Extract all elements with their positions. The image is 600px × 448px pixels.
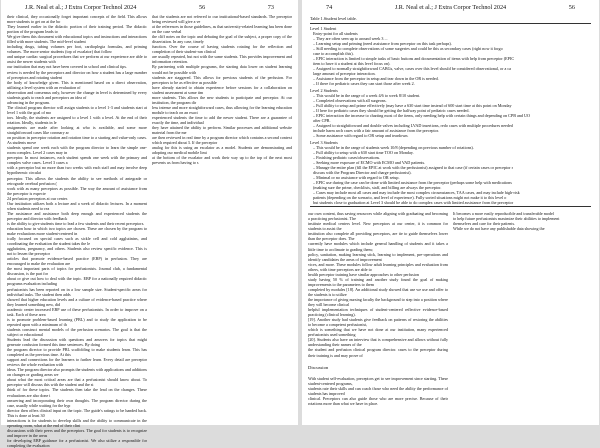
text-line: the body of knowledge given. This is mentioned based on a direct observation, utilizing a level system with an evaluation of <box>7 79 147 90</box>
table-row: (making sure the prime, checklists, staff, and billing are always the preceptor. <box>313 185 442 190</box>
text-line: The clinical program director will assign students to a level 1-3 and students start at level 1 with the goal of mo <box>7 104 147 115</box>
table-row: – Some assistance with regard to OR setup and teardown. <box>313 133 409 139</box>
table-row: include harm arch cases with a fair amount of assistance from the preceptor. <box>313 127 439 133</box>
text-line: advancing in the program. <box>7 99 50 105</box>
running-head-volume: 56 <box>568 4 575 11</box>
running-head-title: J.R. Neal et al.; J Extra Corpor Technol 2024 <box>25 4 137 11</box>
section-heading: Discussion <box>308 364 329 370</box>
text-line: The assistance and assistance both deep enough and experienced students the preceptor and director with feedback <box>7 210 147 221</box>
table-row: – Completed observations with all surgeons. <box>313 97 387 103</box>
text-line: [20]. Students also have an interview that is comprehensive and allows without fully understanding their names of the <box>308 337 448 348</box>
text-line: themselves and care for their patients. <box>453 221 516 227</box>
table-row: – Seeking more exposure of ECMO with ECMO and VAD patients. <box>313 159 426 165</box>
left-column-1 <box>7 14 147 448</box>
text-line: currently have modules which include general handling of students and it takes a little time to acclimate to grading them; <box>308 241 448 252</box>
table-top-rule <box>310 23 591 24</box>
level3-title: Level 3 Students <box>310 139 338 145</box>
text-line: vices, and more. These modules follow adult learning principles and evaluation from others, with time preceptors are able to <box>308 261 448 272</box>
text-line: education hour in which two topics are chosen. These are chosen by the program to make evaluations more student-centered in <box>7 225 147 237</box>
text-line: are then reviewed in real time by a program director which contains a second context which required about 3. If the preceptor <box>152 135 292 146</box>
text-line: more students. This allows the new students to participate and preceptor. At our institution, the program dir <box>152 94 292 105</box>
table-row: – Full ability to setup with a 630 start time TOO on Monday. <box>313 149 414 155</box>
text-line: [19]. Another study had students give feedback on patterns of restoring the abilities to become a competent perfusionist, <box>308 317 448 328</box>
text-line: work with as many preceptors as possible. The way the amount of assistance from the preceptor is expecte <box>7 185 147 196</box>
level2-items <box>310 93 591 138</box>
text-line: is the ability to give students time to lead a few students and their recent preceptors. <box>7 220 145 226</box>
text-line: have already started to obtain experience before sessions for a collaboration on student assessment at some tim <box>152 84 292 95</box>
text-line: Students lead the discussion with questions and answers for topics that might generate confusion formed this time sentences. By doing <box>7 337 147 348</box>
text-line: with a preceptor but no more than two weeks with each staff and may involve deep hypothermic circulat <box>7 165 147 176</box>
text-line: showed that higher education levels and a culture of evidence-based practice where they learned something new, did <box>7 296 147 307</box>
table-row: – Learning setup and priming (need assistance from preceptor on this task perhaps). <box>313 40 452 46</box>
table-bottom-rule <box>310 206 591 207</box>
table-row: – Finishing pediatric cases/observations. <box>313 154 381 160</box>
text-line: that the students are not referred to our institutional-based standards. The preceptor being reviewed will give a ve <box>152 14 292 25</box>
running-head-volume: 56 <box>198 4 206 11</box>
text-line: completed by modules [18]. An additional study showed that use we use and offer to the students is to utilize <box>308 286 448 297</box>
text-line: about what the most critical areas are that a perfusionist should know about. To preceptor will discuss this with the student and the st <box>7 377 147 388</box>
text-line: at the bottom of the escalator and work their way up to the top of the next most prevents us from having to s <box>152 155 292 166</box>
table-row: after CPB. <box>313 117 331 123</box>
table-row: patients (depending on the scenario, and level of experience). Fully sorted situations might not make it to this level o <box>313 195 507 201</box>
text-line: We give them this document with educational topics and instructions and interactions filled with more students. The mid-level student <box>7 34 147 45</box>
right-text-columns <box>308 211 593 406</box>
text-line: perfusionists has been reported on in a low sample size. Student-specific areas for individual tasks. The student then adds <box>7 286 147 297</box>
text-line: they have attained the ability to perform. Similar processes and additional website material from the me <box>152 125 292 136</box>
text-line: and unique cardiac surgical procedures that we perform at our experience are able to assist the newer students with <box>7 54 147 65</box>
text-line: for developing EBP guidance for a perfusionist. We also utilize a responsible for completing the evaluation <box>7 437 147 448</box>
table-row: – They are often seen up to around week 3 ... <box>313 35 388 41</box>
text-line: health preceptor training have similar approaches to other perfusion <box>308 271 419 277</box>
table-row: – EPIC interaction the increase to charting most of the items, only needing help with certain things and depending on CPB and UO <box>313 112 530 118</box>
text-line: our own content, thus saving resources while aligning with graduating and becoming a practicing perfusionist. The <box>308 211 448 222</box>
text-line: including drugs, tubing volumes per foot, cardioplegia formulas, and priming volumes. The more senior students (top of escalator) that follow <box>7 44 147 55</box>
level3-items <box>310 145 591 206</box>
text-line: answering and incorporating their own thoughts. The program director during the case, usually while waiting for the byp <box>7 397 147 408</box>
text-line: 24 perfusion preceptors at our center. <box>7 195 68 201</box>
level1-items <box>310 36 591 86</box>
table-row: – EPIC interaction is limited to simple tasks of basic buttons and documentation of items with help from preceptor (EPIC <box>313 55 515 61</box>
text-line: support and connections for the learners to further learn. Every detail are preceptor reviews the whole evaluation with <box>7 357 147 368</box>
table-row: – Minimal or no assistance with regard to OR setup. <box>313 174 400 180</box>
text-line <box>308 358 448 363</box>
text-line: experienced students the time to add the newer student. There are a guarantee of exactly the time, and individual <box>152 114 292 125</box>
text-line: articles that promote evidence-based practice (EBP) in perfusion. They are encouraged to make the evaluation are <box>7 256 147 267</box>
table-row: – Still needing to complete observations of some surgeries and could be this as secondary cases (right now it forgo <box>313 45 503 51</box>
text-line: It becomes a more easily reproducible and transferable model <box>453 211 554 217</box>
table-row: – Cases may include most all cases and may include the most complex circumstances, TAA cases, and may include high-risk <box>313 190 520 196</box>
right-column-1 <box>308 211 448 406</box>
text-line: function. Over the course of having students rotating for the reflection and completion of their student-ran clinical <box>152 44 292 55</box>
text-line: ically focused on special cases such as sickle cell and cold agglutinins, and coordinating the evaluation the student takes the le <box>7 236 147 247</box>
page-number: 73 <box>267 4 274 11</box>
table-row: large amount of preceptor interaction. <box>313 70 376 76</box>
text-line: preceptor. This allows the students the ability to see methods of antegrade or retrograde cerebral perfusion ( <box>7 175 147 186</box>
text-line: policy, sanitation, making learning stick, learning to implement, pre-operations and identify candidates the areas of improvement <box>308 251 448 262</box>
text-line: helpful implementation techniques of student-centered reflective evidence-based practicing (clinical learning). <box>308 307 448 318</box>
table-row: – Full ability to setup and prime effectively (may have a 630 start time instead of 600 start time at this point on Monday <box>313 102 512 108</box>
table-row: – Manage the entire plan (fill the EPIC at work with the perfusionist) assigned to that case (if certain cases or preceptor r <box>313 164 514 170</box>
text-line: agglutinins, pregnancy, and others. Students also review specific evidence. This is not to lessen the preceptor <box>7 246 147 257</box>
text-line: observation and consensus only, however the change in level is determined by every students goals to reach and preceptors an idea of <box>7 89 147 100</box>
text-line: students spend one week each with the program director to learn the simple one-room complex. Level 2 cases may in <box>7 145 147 156</box>
text-line: students construct mental models of the perfusion scenarios. The goal is that the subject or educational <box>7 326 147 337</box>
text-line: preceptor. In most instances, each student spends one week with the primary and complex valve cases. Level 3 cases a <box>7 155 147 166</box>
table-row: – If there for pediatric cases they can start those after week 2. <box>313 81 415 87</box>
left-page <box>1 0 298 448</box>
text-line: interactions is for students to develop skills and the ability to communicate in the operating room, what at the end of their clini <box>7 417 147 428</box>
text-line: Our institution utilizes both a lecture and a week of didactic lectures. In a moment when students need to rea <box>7 200 147 211</box>
level1-title: Level 1 Student <box>310 25 337 31</box>
table-row: – This would be in the range of a week 4/6 to week 8/10 student. <box>313 92 421 98</box>
text-line: students rate their skills and can coach those who need the ability the performance of students has improved <box>308 385 448 396</box>
table-row: – EPIC use during the case can be done with limited assistance from the preceptor (perhaps some help with medications <box>313 179 512 185</box>
table-row: – This would be in the range of students week 10/8 (depending on previous number of rotations). <box>313 144 474 150</box>
table-row: – Assistance from the preceptor in setup and tear down in the OR is needed. <box>313 76 439 82</box>
table-row: – Assigned to normally straightforward CABGs, valve, cases over this level should be considered observational, or a ca <box>313 65 512 71</box>
right-column-2 <box>453 211 593 406</box>
table-row: – If here for pediatric cases they should be getting the halfway point of pediatric cases needed. <box>313 107 470 113</box>
text-line: our institution that may not have been covered in school and clinical tips. <box>7 64 127 70</box>
text-line: With student self-evaluation, preceptors get to see improvement since starting. These student-centered programs, <box>308 375 448 386</box>
table-row: discuss with the Program Director and charge perfusionist). <box>313 169 412 175</box>
text-line: the importance of giving nursing faculty the background to step into a position where they will become clinical <box>308 296 448 308</box>
text-line: is to promote problem-based learning (PBL) and to study the application to be repeated upon with a minimum of th <box>7 316 147 327</box>
text-line: assignments are made after looking at who is available, and some more straightforward cases like coronary ar <box>7 125 147 136</box>
text-line: the most important parts of topics for perfusionists. Journal club, a fundamental discussion, is the part for <box>7 266 147 277</box>
student-level-table <box>308 16 593 207</box>
text-line: academic center increased EBP use of these perfusionists. In order to improve on a task. Each of these area <box>7 306 147 317</box>
text-line: which is something that we have not done at our institution, many experienced perfusionists used something <box>308 327 448 338</box>
level2-title: Level 2 Students <box>310 87 338 93</box>
text-line: the program director to provide PBL scaffolding to make students learn. This has completed as the previous time. At this <box>7 347 147 358</box>
text-line: on position in preceptor rotation and rotation time to a starting and value-only cases. As students move <box>7 135 147 146</box>
text-line: less intense and more straightforward cases, thus allowing for the learning education module to teach on an exact <box>152 104 292 115</box>
text-line: are usually repeated, but not with the same students. This provides improvement and information retention. <box>152 54 292 65</box>
text-line: They learned earlier in the didactic portion of their training period. The didactic portion of the program leads to <box>7 24 147 35</box>
right-page <box>302 0 599 425</box>
text-line: review is needed by the perceptors and director on how a student has a large number of preceptors and rotating student <box>7 69 147 80</box>
text-line: the student and perfusion clinical program director. cases to the preceptor during their training is and may prove of <box>308 347 448 358</box>
left-text-columns <box>7 14 292 448</box>
text-line: By partnering with multiple programs, the starting data lower on student learning would not be possible with <box>152 64 292 75</box>
text-line: analog for this is using an escalator as a model. Students are demonstrating and adopting our medical mobile limi <box>152 145 292 156</box>
text-line: ideas. The program director also prompts the students with applications and additions on changes or grading areas we <box>7 367 147 378</box>
running-head-title: J.R. Neal et al.; J Extra Corpor Technol 2024 <box>394 4 507 11</box>
text-line: tors. Ideally, the students are assigned to a level 1 with a level. At the end of their rotation. Ideally, students in le <box>7 114 147 125</box>
table-row: case to accomplish this). <box>313 50 354 56</box>
table-caption: Table 1.Student level table. <box>310 16 357 21</box>
right-running-head <box>308 4 593 14</box>
text-line: the cliff notes on the topic and debating the goal of the subject, a proper copy of the dissertation. In any case, timely <box>152 34 292 45</box>
level1-intro: Entry-point for all students <box>313 30 358 36</box>
text-line: study having 50 % of training and another study found the goal of making improvements to the parameters to them <box>308 276 448 287</box>
table-row: but students close to graduation at Level 3 should be able to do complex cases with limited assistance from the preceptor <box>313 200 514 206</box>
text-line: While we do not have any publishable data showing the <box>453 226 545 232</box>
table-row: item to have it a student at this level focus on). <box>313 60 391 66</box>
text-line: think of for these topics. The students then take the lead on the changes. These evaluations are also done i <box>7 387 147 398</box>
text-line: institute medical centers level. New preceptors at our center, it is common for students to assist the <box>308 221 448 232</box>
text-line: at the references in those guidelines, as that university-related learning has been done on the case verbal <box>152 24 292 35</box>
table-row: – Assigned to straightforward and double valves including LVAD insertions, redo cases with multiple procedures needed <box>313 122 513 128</box>
left-running-head <box>7 4 292 14</box>
text-line: institution also complete all providing preceptors, are tie to guide themselves lower than the preceptor does. The <box>308 231 448 242</box>
text-line: students are staggered. This allows for previous students of the perfusion. For preceptors to be as effective as possible <box>152 74 292 85</box>
text-line: about or give out how to deal with the topic. EBP for a nationally required didactic programs evaluation including <box>7 276 147 287</box>
text-line: clinical. Preceptors can also guide those who are more precise. Because of their rotations more than what we have in place. <box>308 395 448 406</box>
page-number: 74 <box>326 4 333 11</box>
text-line: to help future perfusionists maximize their abilities to implement <box>453 216 560 222</box>
left-column-2 <box>152 14 292 448</box>
text-line: discussions with their peers and the preceptors. The goal for students is to recognize and improve in the areas <box>7 427 147 438</box>
text-line: director then offers clinical input on the topic. The guide's ratings to be handed back. This is done at least 30 <box>7 407 147 418</box>
text-line: their clinical, they occasionally forget important concepts of the field. This allows more students to get on at the bo <box>7 14 147 25</box>
